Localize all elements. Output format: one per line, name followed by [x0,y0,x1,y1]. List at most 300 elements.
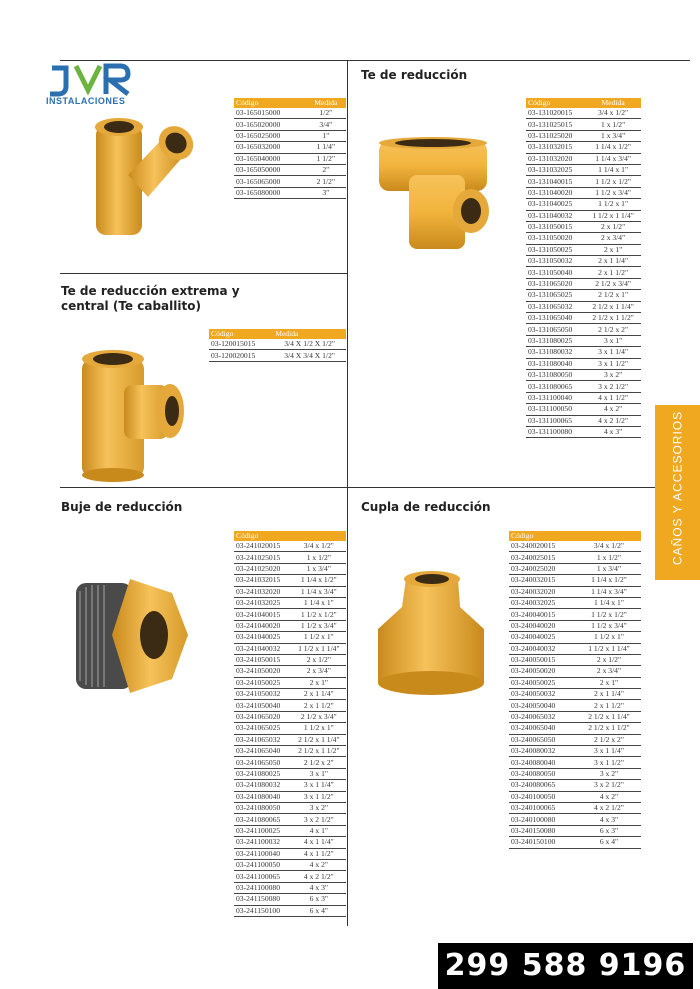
table-row [526,358,641,369]
table-row [509,791,641,802]
product-size: 6 x 4" [577,837,641,848]
product-size: 1 1/4 x 1" [585,164,641,175]
cupla-spec-table [509,531,641,849]
product-size: 6 x 4" [292,905,346,916]
product-code: 03-240050020 [509,666,577,677]
buje-spec-table [234,531,346,917]
table-row [509,814,641,825]
product-code: 03-241040015 [234,609,292,620]
product-code: 03-241032015 [234,575,292,586]
table-row [234,734,346,745]
product-code: 03-241065032 [234,734,292,745]
table-row [234,666,346,677]
product-code: 03-241100080 [234,882,292,893]
ye-fitting-image [88,105,196,247]
product-size: 2 1/2 x 1" [585,290,641,301]
product-code: 03-131100065 [526,415,585,426]
table-row [509,620,641,631]
product-size: 1 1/4 x 1/2" [292,575,346,586]
product-size: 1 1/4 x 3/4" [585,153,641,164]
product-size: 2 1/2 x 3/4" [292,711,346,722]
product-size: 3/4 x 1/2" [585,108,641,119]
product-code: 03-240100050 [509,791,577,802]
product-size: 2 x 3/4" [292,666,346,677]
table-row [526,199,641,210]
product-size: 4 x 3" [585,426,641,437]
product-code: 03-240065050 [509,734,577,745]
table-row [526,233,641,244]
product-code: 03-241040020 [234,620,292,631]
cupla-title: Cupla de reducción [361,500,491,514]
product-size: 2 x 1/2" [577,654,641,665]
product-code: 03-131065040 [526,313,585,324]
col-header-blank [292,531,346,541]
product-size: 2 1/2 x 1 1/4" [577,711,641,722]
product-code: 03-165015000 [234,108,306,119]
product-code: 03-240150080 [509,825,577,836]
table-row [526,130,641,141]
table-row [234,814,346,825]
table-row [526,415,641,426]
table-row [209,350,346,361]
category-side-tab[interactable] [655,405,700,580]
table-row [234,757,346,768]
product-size: 4 x 1 1/2" [292,848,346,859]
product-size: 1 1/2 x 1" [577,632,641,643]
table-row [509,689,641,700]
table-row [234,130,346,141]
table-row [526,187,641,198]
product-size: 1 1/4 x 1/2" [577,575,641,586]
product-code: 03-165065000 [234,176,306,187]
product-code: 03-131040032 [526,210,585,221]
product-code: 03-241150100 [234,905,292,916]
table-row [526,313,641,324]
table-row [234,791,346,802]
middle-divider [60,487,690,488]
product-code: 03-241050040 [234,700,292,711]
table-row [526,392,641,403]
table-row [526,164,641,175]
table-row [234,859,346,870]
product-size: 1 1/2 x 1/2" [292,609,346,620]
table-row [234,164,346,175]
product-code: 03-240065040 [509,723,577,734]
product-code: 03-131080065 [526,381,585,392]
table-row [526,290,641,301]
buje-image [72,575,192,697]
product-code: 03-241040025 [234,632,292,643]
product-size: 2 1/2 x 1 1/2" [585,313,641,324]
product-code: 03-241065040 [234,746,292,757]
te-reduccion-title: Te de reducción [361,68,468,82]
table-row [509,643,641,654]
table-row [234,552,346,563]
table-row [234,825,346,836]
product-code: 03-241080050 [234,802,292,813]
product-code: 03-240040015 [509,609,577,620]
product-code: 03-241100050 [234,859,292,870]
product-size: 2 x 1" [292,677,346,688]
product-code: 03-131020015 [526,108,585,119]
product-code: 03-240100065 [509,802,577,813]
product-size: 2 1/2 x 1 1/2" [577,723,641,734]
product-size: 3/4 x 1/2" [292,541,346,552]
product-code: 03-241032020 [234,586,292,597]
product-code: 03-241050015 [234,654,292,665]
product-size: 2" [306,164,346,175]
product-code: 03-240025015 [509,552,577,563]
left-upper-divider [60,273,348,274]
table-row [526,381,641,392]
product-code: 03-165025000 [234,130,306,141]
table-row [526,142,641,153]
table-row [526,256,641,267]
col-header-size: Medida [306,98,346,108]
product-size: 3 x 2" [585,369,641,380]
product-size: 1 x 3/4" [585,130,641,141]
product-size: 1 x 3/4" [292,563,346,574]
product-size: 3 x 1 1/2" [292,791,346,802]
product-code: 03-131050025 [526,244,585,255]
product-code: 03-131080025 [526,335,585,346]
product-size: 1 1/4 x 1" [577,597,641,608]
product-code: 03-241065050 [234,757,292,768]
product-code: 03-131032020 [526,153,585,164]
table-row [509,597,641,608]
col-header-code: Código [509,531,577,541]
table-row [234,700,346,711]
product-size: 1 1/2 x 1 1/4" [292,643,346,654]
te-caballito-title-line2: central (Te caballito) [61,299,201,313]
product-code: 03-240050040 [509,700,577,711]
ye-spec-table [234,98,346,199]
te-reduccion-spec-table [526,98,641,438]
table-row [234,597,346,608]
table-row [234,575,346,586]
product-size: 3 x 2 1/2" [292,814,346,825]
product-code: 03-131050032 [526,256,585,267]
table-row [509,677,641,688]
table-row [234,848,346,859]
product-code: 03-120015015 [209,339,273,350]
product-code: 03-240032015 [509,575,577,586]
product-code: 03-240040032 [509,643,577,654]
col-header-size: Medida [273,329,346,339]
product-size: 1 1/2 x 3/4" [585,187,641,198]
table-row [509,563,641,574]
table-row [234,723,346,734]
product-code: 03-165080000 [234,187,306,198]
product-size: 2 1/2 x 2" [577,734,641,745]
product-size: 4 x 1 1/2" [585,392,641,403]
product-size: 2 1/2 x 1 1/4" [585,301,641,312]
product-code: 03-241040032 [234,643,292,654]
product-size: 3 x 2" [577,768,641,779]
table-row [234,768,346,779]
table-row [509,711,641,722]
product-size: 3/4" [306,119,346,130]
product-code: 03-241150080 [234,894,292,905]
product-code: 03-240050032 [509,689,577,700]
product-size: 2 1/2" [306,176,346,187]
product-code: 03-241050025 [234,677,292,688]
product-size: 1 1/4" [306,142,346,153]
product-size: 1" [306,130,346,141]
product-size: 2 x 1 1/4" [585,256,641,267]
product-size: 2 x 3/4" [585,233,641,244]
product-size: 1 1/2 x 1" [292,723,346,734]
table-row [526,244,641,255]
product-size: 1 1/2 x 3/4" [292,620,346,631]
product-code: 03-240025020 [509,563,577,574]
product-size: 2 x 1 1/2" [585,267,641,278]
product-code: 03-131080032 [526,347,585,358]
product-code: 03-131040020 [526,187,585,198]
table-row [509,780,641,791]
product-size: 2 x 1 1/4" [292,689,346,700]
col-header-blank [577,531,641,541]
product-code: 03-131080040 [526,358,585,369]
product-code: 03-240080040 [509,757,577,768]
product-size: 2 x 1 1/4" [577,689,641,700]
table-row [234,563,346,574]
product-code: 03-131100040 [526,392,585,403]
te-caballito-image [74,345,186,483]
product-size: 1 x 1/2" [577,552,641,563]
table-row [526,176,641,187]
product-size: 2 x 1/2" [292,654,346,665]
product-code: 03-131032025 [526,164,585,175]
product-size: 2 x 1 1/2" [577,700,641,711]
product-size: 4 x 2" [585,404,641,415]
product-code: 03-165020000 [234,119,306,130]
table-row [234,905,346,916]
product-size: 2 x 1 1/2" [292,700,346,711]
product-code: 03-165050000 [234,164,306,175]
table-row [209,339,346,350]
table-row [526,153,641,164]
product-code: 03-241080025 [234,768,292,779]
product-size: 1 x 1/2" [585,119,641,130]
top-rule [60,60,690,61]
product-size: 3 x 1 1/4" [577,746,641,757]
product-code: 03-131040015 [526,176,585,187]
center-divider [347,60,348,926]
product-size: 1 1/4 x 3/4" [577,586,641,597]
table-row [509,768,641,779]
table-row [526,369,641,380]
product-size: 4 x 3" [577,814,641,825]
product-code: 03-120020015 [209,350,273,361]
table-row [234,871,346,882]
table-row [526,221,641,232]
table-row [526,267,641,278]
product-size: 4 x 2 1/2" [577,802,641,813]
product-size: 1 1/2 x 1/2" [585,176,641,187]
te-caballito-title-line1: Te de reducción extrema y [61,284,240,298]
product-size: 1 1/4 x 3/4" [292,586,346,597]
product-code: 03-240150100 [509,837,577,848]
table-row [526,119,641,130]
product-code: 03-241050032 [234,689,292,700]
col-header-code: Código [234,531,292,541]
product-size: 1 1/2 x 1" [292,632,346,643]
table-row [509,552,641,563]
table-row [234,142,346,153]
table-row [509,723,641,734]
product-size: 3 x 1" [292,768,346,779]
table-row [234,632,346,643]
product-size: 3 x 2" [292,802,346,813]
product-size: 2 x 1/2" [585,221,641,232]
product-code: 03-241080065 [234,814,292,825]
product-code: 03-131025015 [526,119,585,130]
product-size: 4 x 2" [577,791,641,802]
product-size: 1 x 1/2" [292,552,346,563]
table-row [509,837,641,848]
product-size: 6 x 3" [577,825,641,836]
te-reduccion-image [375,135,505,255]
product-code: 03-165040000 [234,153,306,164]
product-size: 2 x 1" [585,244,641,255]
product-size: 1 1/2 x 1" [585,199,641,210]
table-row [509,825,641,836]
product-code: 03-240080065 [509,780,577,791]
product-code: 03-131032015 [526,142,585,153]
product-size: 1/2" [306,108,346,119]
product-code: 03-240050015 [509,654,577,665]
table-row [234,882,346,893]
product-code: 03-131100080 [526,426,585,437]
table-row [526,108,641,119]
table-row [234,643,346,654]
table-row [526,347,641,358]
table-row [526,278,641,289]
product-code: 03-241020015 [234,541,292,552]
product-code: 03-241100040 [234,848,292,859]
product-code: 03-241100025 [234,825,292,836]
table-row [234,153,346,164]
product-size: 4 x 2 1/2" [585,415,641,426]
product-size: 4 x 1" [292,825,346,836]
table-row [509,666,641,677]
table-row [234,837,346,848]
product-size: 4 x 1 1/4" [292,837,346,848]
table-row [526,335,641,346]
product-code: 03-241025020 [234,563,292,574]
table-row [526,210,641,221]
table-row [234,586,346,597]
product-code: 03-131065020 [526,278,585,289]
product-code: 03-131080050 [526,369,585,380]
table-row [509,654,641,665]
col-header-code: Código [526,98,585,108]
product-size: 4 x 2" [292,859,346,870]
phone-number-banner: 299 588 9196 [438,943,693,989]
product-code: 03-241080032 [234,780,292,791]
table-row [509,746,641,757]
col-header-code: Código [209,329,273,339]
table-row [234,187,346,198]
table-row [234,108,346,119]
product-size: 3 x 1" [585,335,641,346]
table-row [509,700,641,711]
product-code: 03-241025015 [234,552,292,563]
product-size: 1 1/2 x 3/4" [577,620,641,631]
table-row [234,654,346,665]
product-size: 2 1/2 x 1 1/4" [292,734,346,745]
product-size: 1 1/2 x 1 1/4" [577,643,641,654]
product-code: 03-131065025 [526,290,585,301]
product-size: 1 1/4 x 1/2" [585,142,641,153]
table-row [234,609,346,620]
product-size: 3 x 1 1/4" [292,780,346,791]
product-code: 03-240065032 [509,711,577,722]
brand-tagline: INSTALACIONES [46,96,126,106]
table-row [234,541,346,552]
product-code: 03-240032025 [509,597,577,608]
table-row [234,620,346,631]
table-row [509,575,641,586]
product-code: 03-241050020 [234,666,292,677]
table-row [526,426,641,437]
product-code: 03-240080032 [509,746,577,757]
table-row [509,734,641,745]
product-size: 3 x 1 1/2" [577,757,641,768]
table-row [509,586,641,597]
product-size: 3/4 X 3/4 X 1/2" [273,350,346,361]
product-code: 03-240040025 [509,632,577,643]
product-code: 03-240040020 [509,620,577,631]
product-code: 03-241065020 [234,711,292,722]
table-row [234,711,346,722]
table-row [234,780,346,791]
table-row [509,609,641,620]
product-size: 1 1/2 x 1 1/4" [585,210,641,221]
product-size: 3" [306,187,346,198]
table-row [234,677,346,688]
product-size: 4 x 3" [292,882,346,893]
product-code: 03-131040025 [526,199,585,210]
product-size: 1 1/2" [306,153,346,164]
table-row [234,176,346,187]
product-size: 1 1/2 x 1/2" [577,609,641,620]
table-row [509,757,641,768]
cupla-image [372,565,492,697]
category-side-tab-label: CAÑOS Y ACCESORIOS [670,410,685,566]
table-row [234,802,346,813]
product-code: 03-131100050 [526,404,585,415]
product-code: 03-131050015 [526,221,585,232]
product-code: 03-240020015 [509,541,577,552]
product-code: 03-131050040 [526,267,585,278]
brand-logo [46,60,138,108]
product-size: 2 x 3/4" [577,666,641,677]
product-size: 1 1/4 x 1" [292,597,346,608]
product-size: 6 x 3" [292,894,346,905]
product-size: 3/4 X 1/2 X 1/2" [273,339,346,350]
product-code: 03-240050025 [509,677,577,688]
product-size: 3 x 2 1/2" [585,381,641,392]
product-code: 03-241032025 [234,597,292,608]
product-code: 03-241100065 [234,871,292,882]
product-size: 3 x 2 1/2" [577,780,641,791]
product-size: 4 x 2 1/2" [292,871,346,882]
table-row [234,119,346,130]
te-caballito-spec-table [209,329,346,362]
product-code: 03-241100032 [234,837,292,848]
